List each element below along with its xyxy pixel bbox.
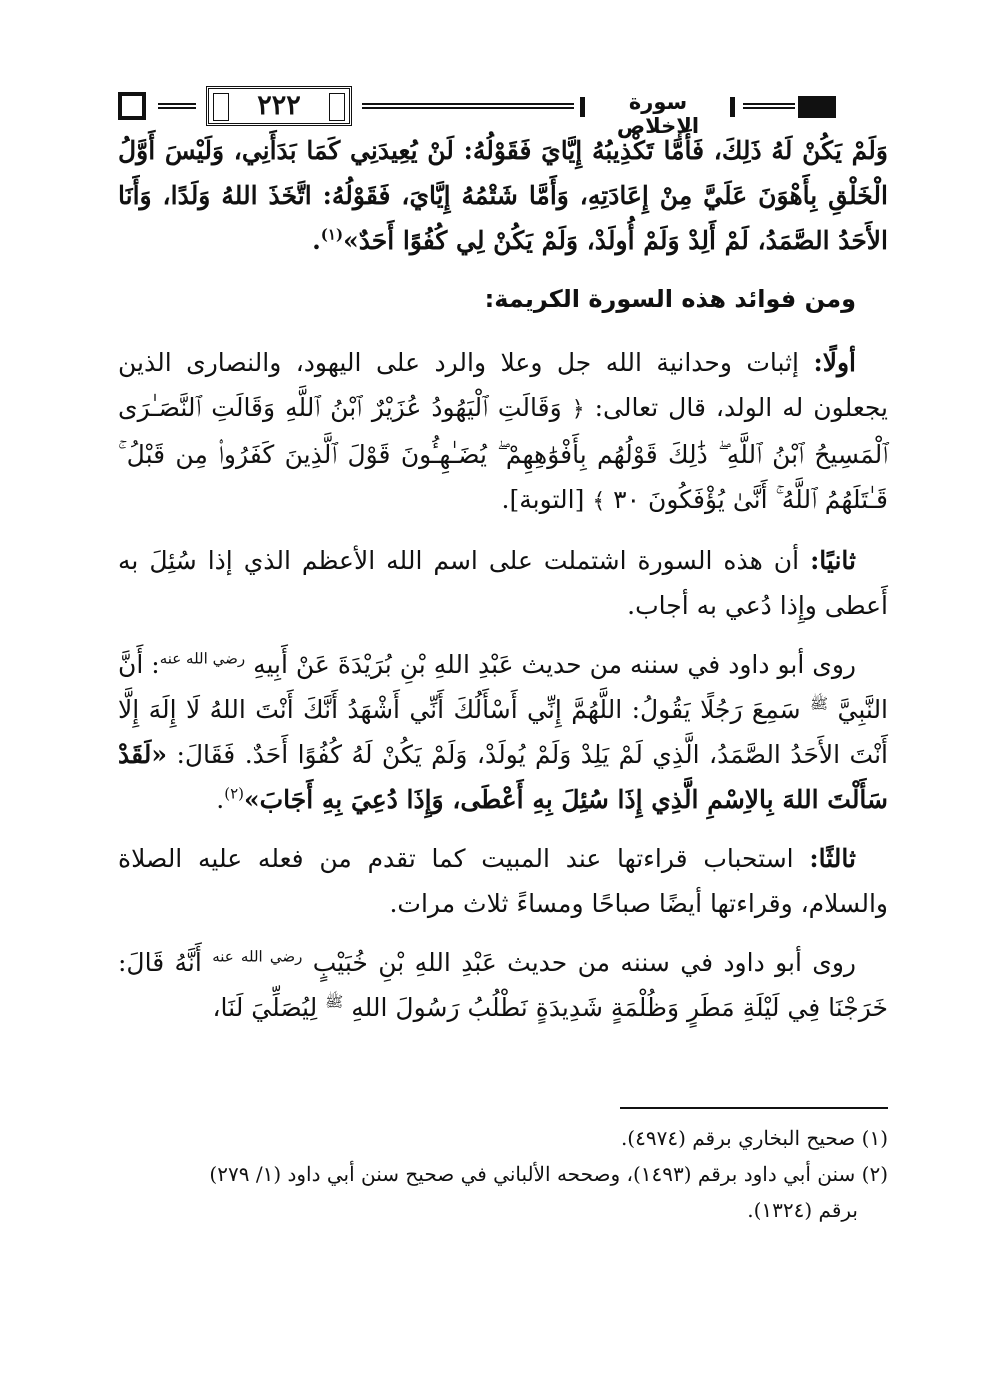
header-rule <box>362 103 574 109</box>
footnote-2: (٢) سنن أبي داود برقم (١٤٩٣)، وصححه الألباني في صحيح سنن أبي داود (١/ ٢٧٩) <box>209 1162 888 1186</box>
header-block-ornament <box>798 96 836 118</box>
point-label: أولًا: <box>813 348 856 377</box>
header-bar <box>580 97 585 117</box>
honorific-glyph: ﷺ <box>810 694 829 713</box>
paragraph-text: روى أبو داود في سننه من حديث عَبْدِ اللهِ بْنِ خُبَيْبٍ <box>302 948 856 977</box>
footnote-ref: (١) <box>320 225 344 244</box>
sura-title: سورة الإخلاص <box>616 90 700 138</box>
point-label: ثالثًا: <box>809 844 856 873</box>
punctuation: . <box>216 785 225 814</box>
footnote-2-continuation: برقم (١٣٢٤). <box>747 1198 858 1222</box>
paragraph-text: لِيُصَلِّيَ لَنَا، <box>212 993 326 1022</box>
paragraph-text: روى أبو داود في سننه من حديث عَبْدِ اللهِ بْنِ بُرَيْدَةَ عَنْ أَبِيهِ <box>245 650 856 679</box>
page-header <box>118 84 888 138</box>
hadith-quote: «لَقَدْ سَأَلْتَ اللهَ بِالاِسْمِ الَّذِي إِذَا سُئِلَ بِهِ أَعْطَى، وَإِذَا دُعِيَ بِهِ أَجَابَ» <box>118 740 888 814</box>
quran-open-bracket: ﴿ <box>571 397 585 422</box>
footnote-separator <box>620 1107 888 1109</box>
paragraph-text: : أَنَّ النَّبِيَّ <box>118 650 889 724</box>
hadith-text: وَلَمْ يَكُنْ لَهُ ذَلِكَ، فَأَمَّا تَكْذِيبُهُ إِيَّايَ فَقَوْلُهُ: لَنْ يُعِيدَنِي كَمَا بَدَأَنِي، وَلَيْسَ أَوَّلُ الْخَلْقِ بِأَهْوَنَ عَلَيَّ مِنْ إِعَادَتِهِ، وَأَمَّا شَتْمُهُ إِيَّايَ، فَقَوْلُهُ: اتَّخَذَ اللهُ وَلَدًا، وَأَنَا الأَحَدُ الصَّمَدُ، لَمْ أَلِدْ وَلَمْ أُولَدْ، وَلَمْ يَكُنْ لِي كُفُوًا أَحَدٌ» <box>118 136 888 255</box>
main-text <box>118 128 888 1030</box>
page <box>118 84 888 1374</box>
footnote-ref: (٢) <box>224 784 244 803</box>
verse-reference: [التوبة]. <box>501 485 593 514</box>
paragraph <box>118 642 888 822</box>
page-number-frame <box>206 86 352 126</box>
paragraph-text: أن هذه السورة اشتملت على اسم الله الأعظم الذي إذا سُئِلَ به أَعطى وإِذا دُعي به أجاب. <box>118 546 888 620</box>
honorific-glyph: ﷺ <box>325 992 344 1011</box>
honorific-glyph: رضي الله عنه <box>159 649 246 668</box>
quran-close-bracket: ﴾ <box>592 489 606 514</box>
section-heading: ومن فوائد هذه السورة الكريمة: <box>484 285 856 313</box>
paragraph-text: سَمِعَ رَجُلًا يَقُولُ: اللَّهُمَّ إِنِّي أَسْأَلُكَ أَنِّي أَشْهَدُ أَنَّكَ أَنْتَ اللهُ لَا إِلَهَ إِلَّا أَنْتَ الأَحَدُ الصَّمَدُ، الَّذِي لَمْ يَلِدْ وَلَمْ يُولَدْ، وَلَمْ يَكُنْ لَهُ كُفُوًا أَحَدٌ. فَقَالَ: <box>118 695 888 769</box>
paragraph-text: استحباب قراءتها عند المبيت كما تقدم من فعله عليه الصلاة والسلام، وقراءتها أيضًا صباحًا ومساءً ثلاث مرات. <box>118 844 888 918</box>
header-rule <box>743 103 795 109</box>
paragraph <box>118 836 888 926</box>
paragraph <box>118 940 888 1030</box>
paragraph-text: أَنَّهُ قَالَ: خَرَجْنَا فِي لَيْلَةِ مَطَرٍ وَظُلْمَةٍ شَدِيدَةٍ نَطْلُبُ رَسُولَ اللهِ <box>118 948 888 1022</box>
point-label: ثانيًا: <box>810 546 856 575</box>
paragraph <box>118 538 888 628</box>
header-bar <box>730 97 735 117</box>
header-rule <box>158 103 196 109</box>
header-square-ornament <box>118 92 146 120</box>
footnotes <box>118 1120 888 1228</box>
quran-verse: وَقَالَتِ ٱلْيَهُودُ عُزَيْرٌ ٱبْنُ ٱللَّهِ وَقَالَتِ ٱلنَّصَـٰرَى ٱلْمَسِيحُ ٱبْنُ ٱللَّهِ ۖ ذَٰلِكَ قَوْلُهُم بِأَفْوَٰهِهِمْ ۖ يُضَـٰهِـُٔونَ قَوْلَ ٱلَّذِينَ كَفَرُوا۟ مِن قَبْلُ ۚ قَـٰتَلَهُمُ ٱللَّهُ ۚ أَنَّىٰ يُؤْفَكُونَ ٣٠ <box>118 393 888 514</box>
footnote-1: (١) صحيح البخاري برقم (٤٩٧٤). <box>620 1126 888 1150</box>
paragraph <box>118 340 888 524</box>
page-number: ٢٢٢ <box>257 90 301 121</box>
paragraph <box>118 128 888 263</box>
honorific-glyph: رضي الله عنه <box>212 947 303 966</box>
paragraph-text: إثبات وحدانية الله جل وعلا والرد على اليهود، والنصارى الذين يجعلون له الولد، قال تعالى: <box>118 348 888 422</box>
punctuation: . <box>312 226 321 255</box>
